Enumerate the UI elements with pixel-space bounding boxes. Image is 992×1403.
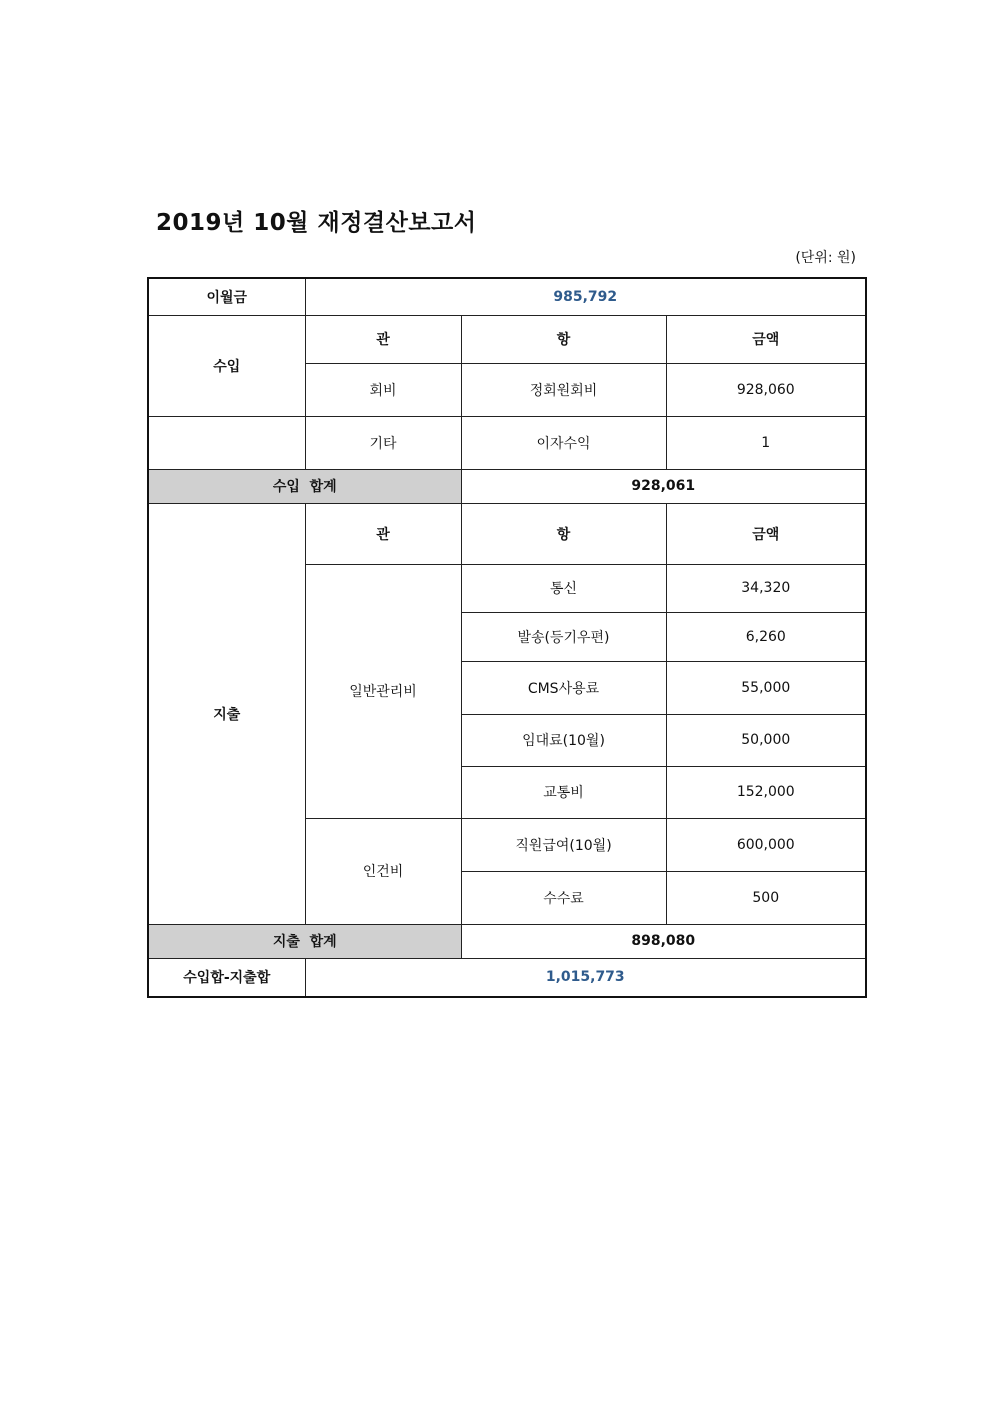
expense-total-row — [148, 924, 866, 958]
expense-amount: 6,260 — [666, 612, 866, 661]
expense-amount: 34,320 — [666, 564, 866, 612]
income-header-amount: 금액 — [666, 315, 866, 363]
expense-total-value: 898,080 — [461, 924, 866, 958]
income-total-row — [148, 469, 866, 503]
expense-hang: CMS사용료 — [461, 661, 666, 714]
table-row — [148, 416, 866, 469]
expense-header-row — [148, 503, 866, 564]
income-hang: 이자수익 — [461, 416, 666, 469]
expense-hang: 교통비 — [461, 766, 666, 818]
page-title: 2019년 10월 재정결산보고서 — [156, 210, 477, 236]
income-amount: 928,060 — [666, 363, 866, 416]
income-empty-cell — [148, 416, 305, 469]
expense-amount: 50,000 — [666, 714, 866, 766]
expense-header-amount: 금액 — [666, 503, 866, 564]
income-header-hang: 항 — [461, 315, 666, 363]
expense-hang: 직원급여(10월) — [461, 818, 666, 871]
income-hang: 정회원회비 — [461, 363, 666, 416]
income-amount: 1 — [666, 416, 866, 469]
income-total-label: 수입 합계 — [148, 469, 461, 503]
expense-header-hang: 항 — [461, 503, 666, 564]
balance-label: 이월금 — [148, 278, 305, 315]
expense-hang: 임대료(10월) — [461, 714, 666, 766]
balance-value: 985,792 — [305, 278, 866, 315]
expense-hang: 발송(등기우편) — [461, 612, 666, 661]
net-label: 수입합-지출합 — [148, 958, 305, 997]
expense-hang: 수수료 — [461, 871, 666, 924]
expense-header-gwan: 관 — [305, 503, 461, 564]
expense-total-label: 지출 합계 — [148, 924, 461, 958]
expense-amount: 500 — [666, 871, 866, 924]
expense-amount: 55,000 — [666, 661, 866, 714]
income-gwan: 회비 — [305, 363, 461, 416]
income-total-value: 928,061 — [461, 469, 866, 503]
expense-amount: 600,000 — [666, 818, 866, 871]
net-row — [148, 958, 866, 997]
net-value: 1,015,773 — [305, 958, 866, 997]
balance-row — [148, 278, 866, 315]
income-label: 수입 — [148, 315, 305, 416]
expense-amount: 152,000 — [666, 766, 866, 818]
expense-group-gwan: 인건비 — [305, 818, 461, 924]
income-header-row — [148, 315, 866, 363]
expense-group-gwan: 일반관리비 — [305, 564, 461, 818]
income-gwan: 기타 — [305, 416, 461, 469]
income-header-gwan: 관 — [305, 315, 461, 363]
finance-report-table — [147, 277, 867, 998]
expense-label: 지출 — [148, 503, 305, 924]
expense-hang: 통신 — [461, 564, 666, 612]
unit-note: (단위: 원) — [795, 250, 856, 266]
